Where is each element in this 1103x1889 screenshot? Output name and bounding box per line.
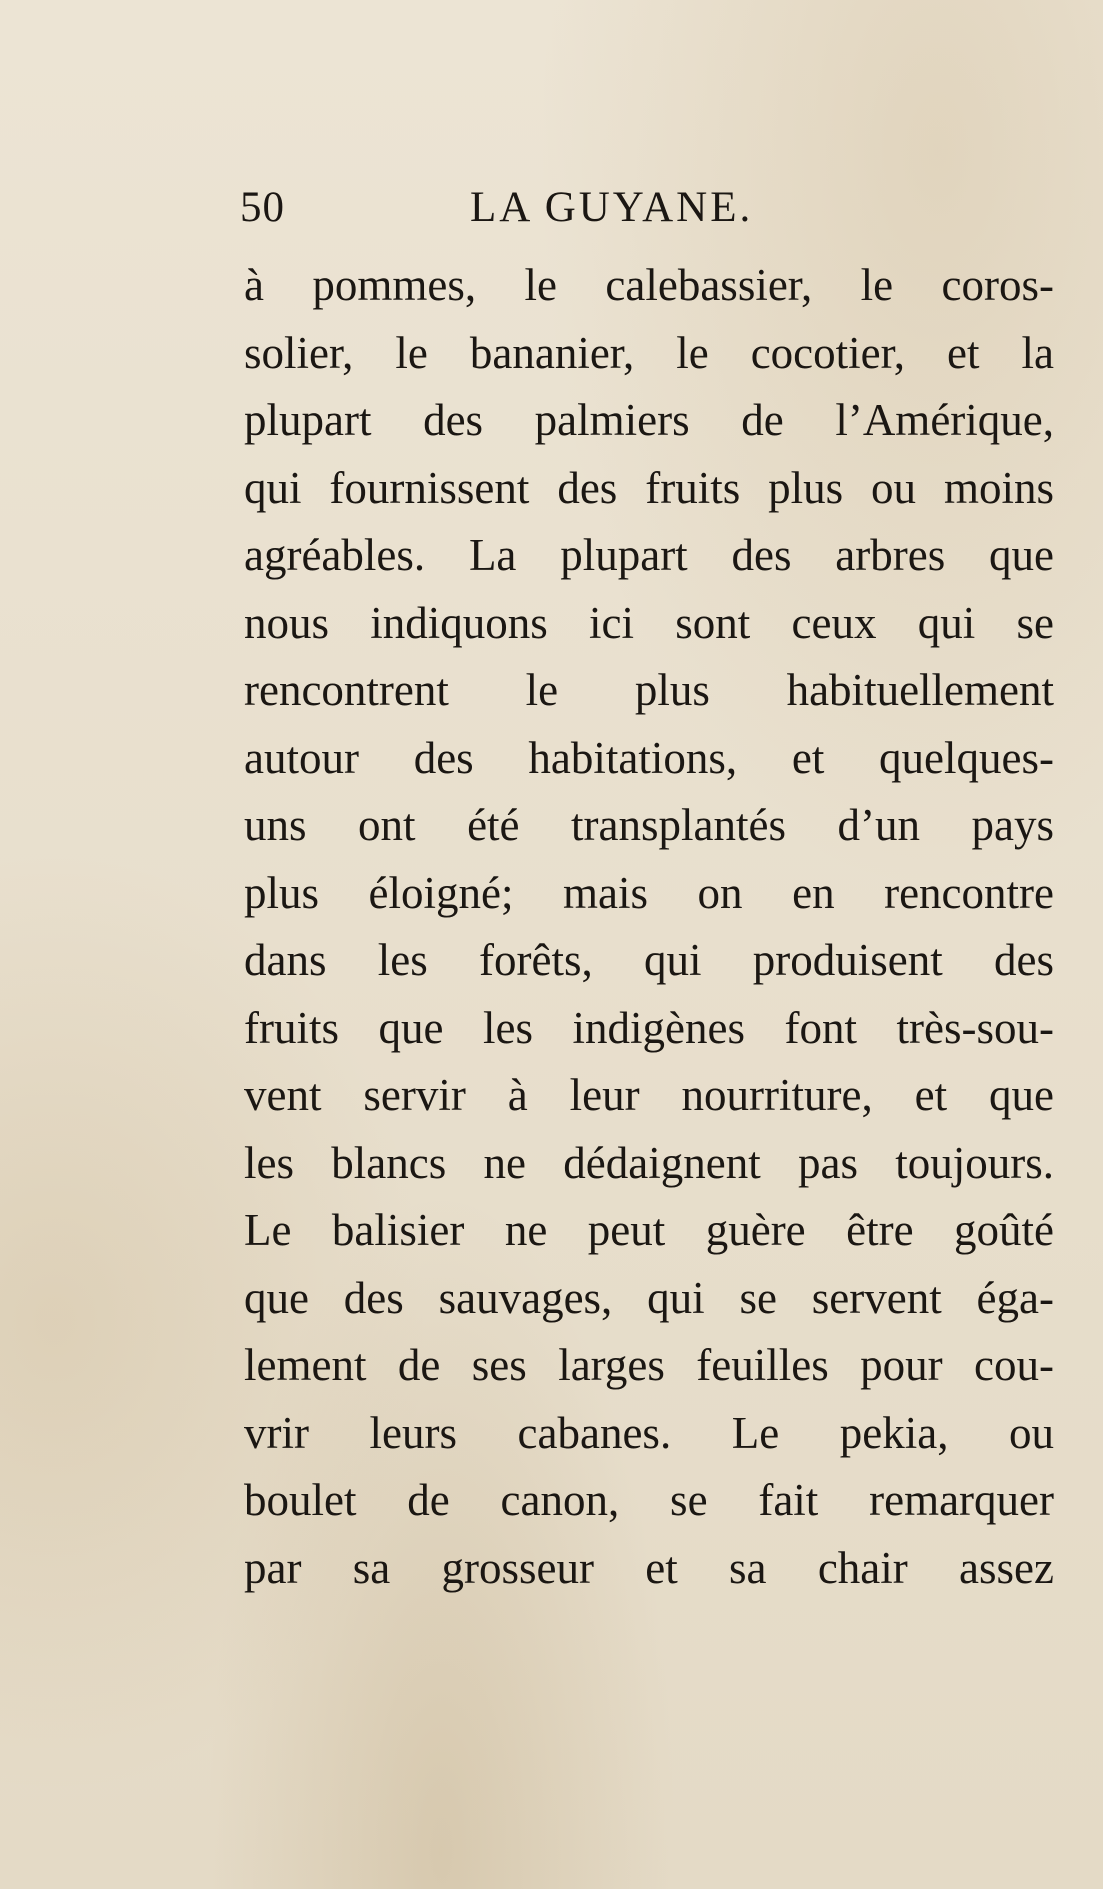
text-line: nous indiquons ici sont ceux qui se [244, 597, 1054, 648]
text-line: rencontrent le plus habituellement [244, 665, 1054, 715]
text-line: à pommes, le calebassier, le coros- [244, 260, 1054, 310]
text-line: boulet de canon, se fait remarquer [244, 1475, 1054, 1525]
text-line: vrir leurs cabanes. Le pekia, ou [244, 1407, 1054, 1458]
page-number: 50 [240, 184, 285, 231]
text-line: vent servir à leur nourriture, et que [244, 1070, 1054, 1120]
text-line: que des sauvages, qui se servent éga- [244, 1272, 1054, 1323]
text-line: plus éloigné; mais on en rencontre [244, 867, 1054, 918]
text-line: Le balisier ne peut guère être goûté [244, 1205, 1054, 1255]
text-line: qui fournissent des fruits plus ou moins [244, 462, 1054, 513]
text-line: uns ont été transplantés d’un pays [244, 800, 1054, 850]
text-line: fruits que les indigènes font très-sou- [244, 1002, 1054, 1053]
text-line: dans les forêts, qui produisent des [244, 935, 1054, 985]
text-line: solier, le bananier, le cocotier, et la [244, 327, 1054, 378]
text-line: par sa grosseur et sa chair assez [244, 1542, 1054, 1593]
body-text [244, 252, 1054, 1602]
text-line: les blancs ne dédaignent pas toujours. [244, 1137, 1054, 1188]
text-line: lement de ses larges feuilles pour cou- [244, 1340, 1054, 1390]
page-header [240, 178, 800, 238]
running-title: LA GUYANE. [470, 184, 754, 231]
text-line: agréables. La plupart des arbres que [244, 530, 1054, 580]
text-line: autour des habitations, et quelques- [244, 732, 1054, 783]
text-line: plupart des palmiers de l’Amérique, [244, 395, 1054, 445]
